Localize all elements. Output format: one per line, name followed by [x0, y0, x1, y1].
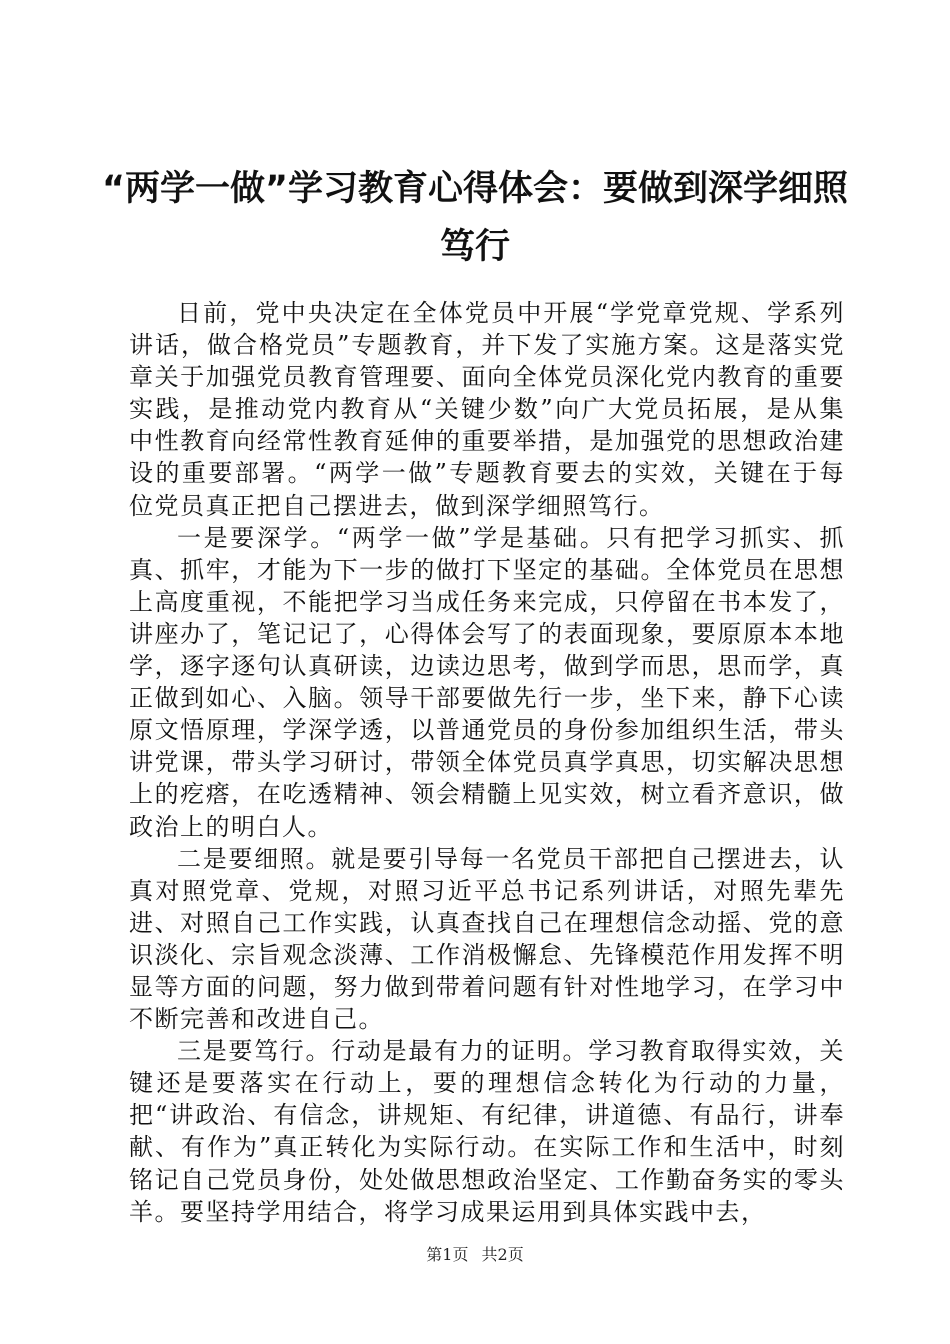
paragraph-earnest-practice: 三是要笃行。行动是最有力的证明。学习教育取得实效，关键还是要落实在行动上，要的理想信念转化为行动的力量，把“讲政治、有信念，讲规矩、有纪律，讲道德、有品行，讲奉献、有作为”真正转化为实际行动。在实际工作和生活中，时刻铭记自己党员身份，处处做思想政治坚定、工作勤奋务实的零头羊。要坚持学用结合，将学习成果运用到具体实践中去， [129, 1037, 845, 1226]
page-total: 共2页 [481, 1245, 524, 1264]
page-number: 第1页 [426, 1245, 469, 1264]
paragraph-deep-study: 一是要深学。“两学一做”学是基础。只有把学习抓实、抓真、抓牢，才能为下一步的做打下坚定的基础。全体党员在思想上高度重视，不能把学习当成任务来完成，只停留在书本发了，讲座办了，笔记记了，心得体会写了的表面现象，要原原本本地学，逐字逐句认真研读，边读边思考，做到学而思，思而学，真正做到如心、入脑。领导干部要做先行一步，坐下来，静下心读原文悟原理，学深学透，以普通党员的身份参加组织生活，带头讲党课，带头学习研讨，带领全体党员真学真思，切实解决思想上的疙瘩，在吃透精神、领会精髓上见实效，树立看齐意识，做政治上的明白人。 [129, 523, 845, 841]
paragraph-intro: 日前，党中央决定在全体党员中开展“学党章党规、学系列讲话，做合格党员”专题教育，并下发了实施方案。这是落实党章关于加强党员教育管理要、面向全体党员深化党内教育的重要实践，是推动党内教育从“关键少数”向广大党员拓展，是从集中性教育向经常性教育延伸的重要举措，是加强党的思想政治建设的重要部署。“两学一做”专题教育要去的实效，关键在于每位党员真正把自己摆进去，做到深学细照笃行。 [129, 299, 845, 520]
page-footer [0, 1245, 950, 1265]
paragraph-careful-reflection: 二是要细照。就是要引导每一名党员干部把自己摆进去，认真对照党章、党规，对照习近平总书记系列讲话，对照先辈先进、对照自己工作实践，认真查找自己在理想信念动摇、党的意识淡化、宗旨观念淡薄、工作消极懈怠、先锋模范作用发挥不明显等方面的问题，努力做到带着问题有针对性地学习，在学习中不断完善和改进自己。 [129, 844, 845, 1034]
document-title: “两学一做”学习教育心得体会：要做到深学细照笃行 [101, 169, 848, 267]
document-body [129, 297, 845, 1228]
